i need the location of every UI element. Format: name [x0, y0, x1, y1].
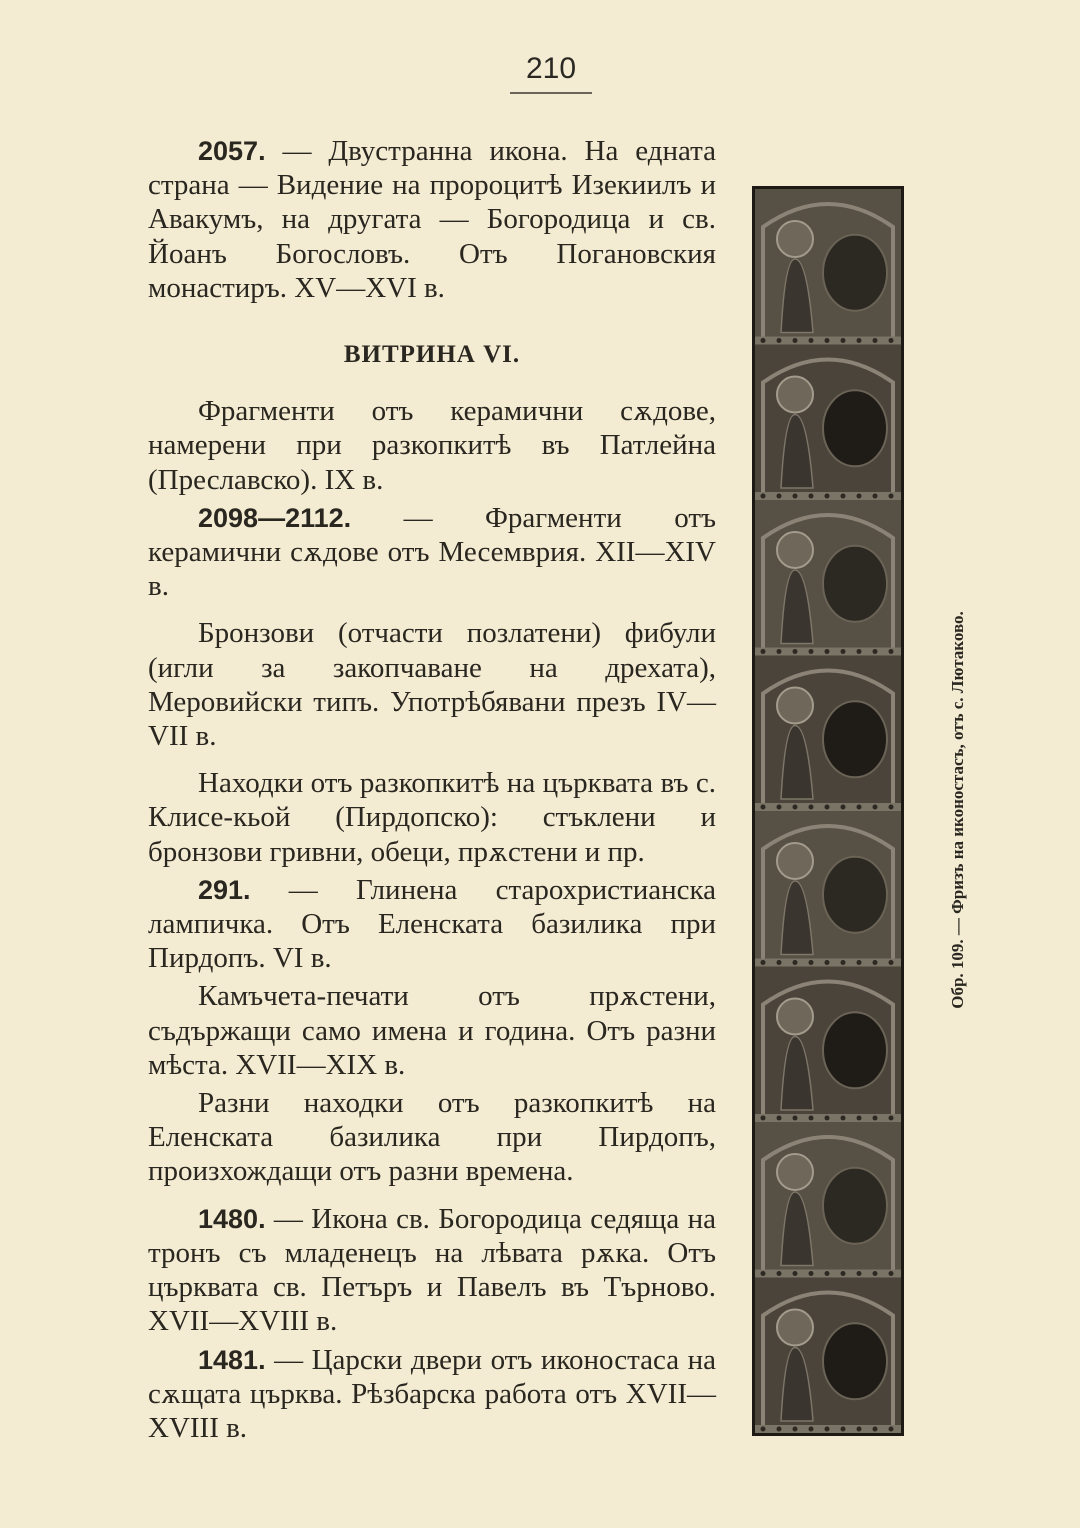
frieze-bead	[857, 960, 862, 965]
catalog-entry	[148, 979, 716, 1082]
frieze-bead	[841, 1427, 846, 1432]
frieze-bead	[873, 494, 878, 499]
frieze-medallion	[823, 1168, 887, 1244]
entry-number: 291.	[198, 874, 251, 905]
text-column	[148, 134, 716, 1458]
page-number: 210	[525, 52, 577, 85]
catalog-entry	[148, 1343, 716, 1446]
frieze-bead	[825, 494, 830, 499]
frieze-bead	[873, 1271, 878, 1276]
entry-number: 1481.	[198, 1344, 266, 1375]
page-number-rule	[510, 92, 592, 94]
frieze-bead	[889, 1271, 894, 1276]
frieze-bead	[889, 1427, 894, 1432]
frieze-bead	[841, 805, 846, 810]
frieze-halo	[777, 843, 813, 879]
entry-text: Камъчета-печати отъ прѫстени, съдържащи само имена и година. Отъ разни мѣста. XVII—XIX в.	[148, 980, 716, 1081]
entry-text: Фрагменти отъ керамични сѫдове, намерени при разкопкитѣ въ Патлейна (Преславско). IX в.	[148, 395, 716, 496]
frieze-bead	[809, 1116, 814, 1121]
entry-number: 2098—2112.	[198, 502, 352, 533]
frieze-bead	[793, 805, 798, 810]
catalog-entry	[148, 766, 716, 869]
frieze-medallion	[823, 235, 887, 311]
frieze-bead	[777, 960, 782, 965]
entry-text: Находки отъ разкопкитѣ на църквата въ с. Клисе-кьой (Пирдопско): стъклени и бронзови гривни, обеци, прѫстени и пр.	[148, 767, 716, 868]
frieze-bead	[793, 960, 798, 965]
frieze-medallion	[823, 701, 887, 777]
frieze-bead	[841, 1116, 846, 1121]
frieze-bead	[889, 1116, 894, 1121]
frieze-bead	[793, 1427, 798, 1432]
frieze-bead	[873, 960, 878, 965]
frieze-bead	[761, 1271, 766, 1276]
frieze-bead	[873, 1427, 878, 1432]
frieze-bead	[873, 805, 878, 810]
catalog-entry	[148, 1202, 716, 1339]
frieze-bead	[825, 805, 830, 810]
frieze-bead	[793, 1271, 798, 1276]
frieze-bead	[841, 960, 846, 965]
frieze-halo	[777, 1310, 813, 1346]
frieze-bead	[761, 649, 766, 654]
frieze-bead	[857, 1116, 862, 1121]
frieze-bead	[889, 649, 894, 654]
frieze-halo	[777, 1154, 813, 1190]
frieze-bead	[761, 1116, 766, 1121]
frieze-bead	[809, 1271, 814, 1276]
frieze-bead	[857, 338, 862, 343]
frieze-bead	[841, 1271, 846, 1276]
frieze-bead	[777, 494, 782, 499]
frieze-medallion	[823, 1012, 887, 1088]
frieze-bead	[777, 649, 782, 654]
frieze-bead	[889, 494, 894, 499]
catalog-entry	[148, 134, 716, 305]
entry-text: — Глинена старохристианска лампичка. Отъ Еленската базилика при Пирдопъ. VI в.	[148, 873, 716, 975]
frieze-bead	[857, 494, 862, 499]
entry-number: 2057.	[198, 136, 266, 166]
frieze-bead	[761, 338, 766, 343]
frieze-bead	[793, 649, 798, 654]
frieze-bead	[825, 1271, 830, 1276]
entry-text: Бронзови (отчасти позлатени) фибули (игли за закопчаване на дрехата), Меровийски типъ. Употрѣбявани презъ IV—VII в.	[148, 617, 716, 753]
entry-number: 1480.	[198, 1203, 266, 1234]
frieze-bead	[841, 338, 846, 343]
frieze-medallion	[823, 390, 887, 466]
catalog-entry	[148, 873, 716, 976]
frieze-bead	[841, 494, 846, 499]
frieze-halo	[777, 221, 813, 257]
frieze-bead	[825, 1116, 830, 1121]
frieze-bead	[793, 494, 798, 499]
entry-text: — Двустранна икона. На едната страна — Видение на пророцитѣ Изекиилъ и Авакумъ, на другата — Богородица и св. Йоанъ Богословъ. Отъ Погановския монастиръ. XV—XVI в.	[148, 135, 716, 304]
frieze-bead	[825, 338, 830, 343]
entry-text: — Икона св. Богородица седяща на тронъ съ младенецъ на лѣвата рѫка. Отъ църквата св. Петъръ и Павелъ въ Търново. XVII—XVIII в.	[148, 1202, 716, 1338]
frieze-bead	[777, 1116, 782, 1121]
frieze-bead	[777, 1427, 782, 1432]
frieze-bead	[809, 338, 814, 343]
entry-text: — Царски двери отъ иконостаса на сѫщата църква. Рѣзбарска работа отъ XVII—XVIII в.	[148, 1343, 716, 1444]
frieze-bead	[761, 960, 766, 965]
frieze-medallion	[823, 546, 887, 622]
entry-text: Разни находки отъ разкопкитѣ на Еленската базилика при Пирдопъ, произхождащи отъ разни времена.	[148, 1087, 716, 1188]
section-heading: ВИТРИНА VI.	[343, 341, 521, 369]
catalog-entry	[148, 394, 716, 497]
frieze-bead	[777, 1271, 782, 1276]
frieze-medallion	[823, 857, 887, 933]
frieze-bead	[793, 338, 798, 343]
frieze-medallion	[823, 1323, 887, 1399]
frieze-bead	[841, 649, 846, 654]
iconostasis-frieze-photo	[752, 186, 904, 1436]
frieze-bead	[857, 1427, 862, 1432]
frieze-bead	[857, 1271, 862, 1276]
frieze-halo	[777, 532, 813, 568]
frieze-halo	[777, 999, 813, 1035]
frieze-bead	[809, 649, 814, 654]
figure-caption-text: Обр. 109. — Фризъ на иконостасъ, отъ с. Лютаково.	[948, 611, 968, 1009]
frieze-bead	[761, 1427, 766, 1432]
frieze-bead	[873, 338, 878, 343]
frieze-bead	[889, 338, 894, 343]
frieze-bead	[889, 960, 894, 965]
catalog-entry	[148, 501, 716, 604]
frieze-bead	[809, 960, 814, 965]
frieze-halo	[777, 688, 813, 724]
frieze-bead	[809, 805, 814, 810]
frieze-bead	[793, 1116, 798, 1121]
frieze-bead	[889, 805, 894, 810]
frieze-bead	[809, 1427, 814, 1432]
frieze-bead	[873, 649, 878, 654]
frieze-illustration	[755, 189, 901, 1433]
frieze-bead	[825, 649, 830, 654]
frieze-bead	[825, 960, 830, 965]
frieze-bead	[857, 805, 862, 810]
frieze-bead	[761, 494, 766, 499]
frieze-bead	[873, 1116, 878, 1121]
frieze-bead	[857, 649, 862, 654]
frieze-bead	[809, 494, 814, 499]
frieze-bead	[777, 338, 782, 343]
frieze-halo	[777, 377, 813, 413]
figure-caption	[944, 540, 972, 1080]
catalog-entry	[148, 616, 716, 753]
catalog-entry	[148, 1086, 716, 1189]
frieze-bead	[777, 805, 782, 810]
frieze-bead	[761, 805, 766, 810]
frieze-bead	[825, 1427, 830, 1432]
entry-text: — Фрагменти отъ керамични сѫдове отъ Месемврия. XII—XIV в.	[148, 501, 716, 603]
